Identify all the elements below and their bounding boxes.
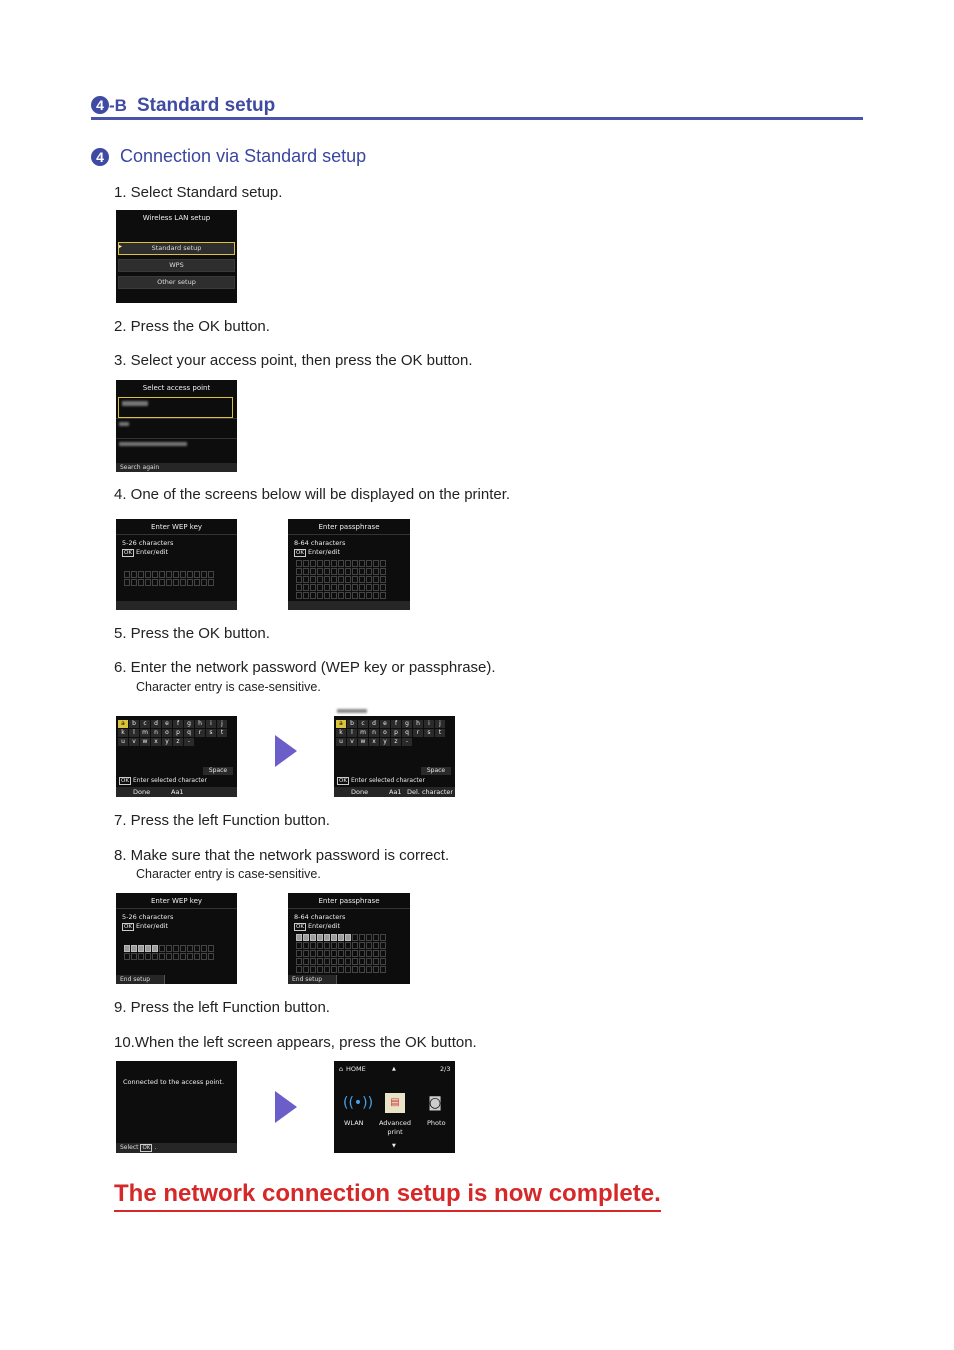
char-range: 8-64 characters (294, 539, 346, 547)
key: z (173, 738, 183, 746)
key: x (151, 738, 161, 746)
screen-keyboard-entered (334, 706, 455, 797)
ok-badge: OK (339, 778, 347, 784)
key: h (413, 720, 423, 728)
space-key: Space (421, 767, 451, 775)
key: d (369, 720, 379, 728)
option-wps: WPS (118, 259, 235, 272)
key: z (391, 738, 401, 746)
ok-badge: OK (124, 924, 132, 930)
key: h (195, 720, 205, 728)
key: v (129, 738, 139, 746)
key: q (402, 729, 412, 737)
home-title: HOME (346, 1065, 366, 1073)
photo-label: Photo (427, 1119, 446, 1127)
entry-field (116, 706, 237, 716)
enter-edit-label: Enter/edit (307, 922, 341, 930)
end-setup-label: End setup (116, 975, 165, 984)
done-label: Done (351, 788, 369, 796)
search-again-label: Search again (116, 463, 237, 472)
key: b (129, 720, 139, 728)
key: m (358, 729, 368, 737)
enter-edit-label: Enter/edit (307, 548, 341, 556)
key: r (413, 729, 423, 737)
del-char-label: Del. character (407, 788, 454, 796)
case-label: Aa1 (389, 788, 402, 796)
key: p (173, 729, 183, 737)
screen-title: Select access point (142, 384, 211, 392)
passphrase-grid (296, 934, 386, 973)
step-5: 5. Press the OK button. (114, 625, 270, 642)
key: q (184, 729, 194, 737)
screen-home (334, 1061, 455, 1153)
key: m (140, 729, 150, 737)
screen-title: Enter WEP key (150, 523, 203, 531)
blurred-ssid (119, 422, 129, 426)
char-range: 5-26 characters (122, 539, 174, 547)
key: o (380, 729, 390, 737)
screen-title: Wireless LAN setup (142, 214, 211, 222)
ok-badge: OK (142, 1145, 151, 1151)
key: f (391, 720, 401, 728)
key: x (369, 738, 379, 746)
key: c (358, 720, 368, 728)
passphrase-grid (296, 560, 386, 599)
connected-message: Connected to the access point. (123, 1078, 225, 1086)
key: g (402, 720, 412, 728)
advanced-print-icon: ▤ (385, 1093, 405, 1113)
entry-field (334, 706, 455, 716)
case-label: Aa1 (171, 788, 184, 796)
ok-badge: OK (296, 550, 304, 556)
key: f (173, 720, 183, 728)
step-8: 8. Make sure that the network password is correct. (114, 847, 450, 864)
key: w (358, 738, 368, 746)
screen-connected: Connected to the access point. Select OK . (116, 1061, 237, 1153)
key: o (162, 729, 172, 737)
keyboard (336, 720, 445, 746)
home-icon: ⌂ (339, 1065, 344, 1073)
char-range: 8-64 characters (294, 913, 346, 921)
step-6: 6. Enter the network password (WEP key or passphrase). (114, 659, 496, 676)
screen-title: Enter passphrase (318, 523, 380, 531)
end-setup-label: End setup (288, 975, 337, 984)
selection-arrow-icon: ▸ (119, 243, 123, 250)
step-9: 9. Press the left Function button. (114, 999, 330, 1016)
step-3: 3. Select your access point, then press the OK button. (114, 352, 473, 369)
key: c (140, 720, 150, 728)
done-label: Done (133, 788, 151, 796)
key: e (380, 720, 390, 728)
key: w (140, 738, 150, 746)
screen-enter-wep-key-filled (116, 893, 237, 984)
key: p (391, 729, 401, 737)
step-10: 10.When the left screen appears, press the OK button. (114, 1034, 477, 1051)
key: t (217, 729, 227, 737)
next-arrow-icon (275, 1091, 297, 1123)
subsection-header (91, 146, 366, 167)
key: k (336, 729, 346, 737)
key: k (118, 729, 128, 737)
keyboard (118, 720, 227, 746)
key: a (118, 720, 128, 728)
down-arrow-icon: ▼ (392, 1143, 396, 1149)
section-tag: -B (109, 96, 127, 115)
key: t (435, 729, 445, 737)
next-arrow-icon (275, 735, 297, 767)
key: g (184, 720, 194, 728)
access-point-selected (118, 397, 233, 418)
wep-key-grid (124, 945, 214, 960)
key: j (435, 720, 445, 728)
key: e (162, 720, 172, 728)
key: - (184, 738, 194, 746)
key: n (369, 729, 379, 737)
screen-wireless-lan-setup (116, 210, 237, 303)
wlan-icon: ((•)) (343, 1095, 374, 1111)
conclusion-heading: The network connection setup is now complete. (114, 1180, 661, 1212)
wep-key-grid (124, 571, 214, 586)
key: v (347, 738, 357, 746)
section-header (91, 95, 863, 120)
key: r (195, 729, 205, 737)
key: b (347, 720, 357, 728)
key: u (118, 738, 128, 746)
screen-enter-wep-key (116, 519, 237, 610)
char-range: 5-26 characters (122, 913, 174, 921)
key: i (206, 720, 216, 728)
camera-icon: ◙ (428, 1095, 442, 1111)
key: l (129, 729, 139, 737)
key: s (206, 729, 216, 737)
subsection-number-badge: 4 (91, 148, 109, 166)
ok-badge: OK (124, 550, 132, 556)
ok-badge: OK (296, 924, 304, 930)
step-2: 2. Press the OK button. (114, 318, 270, 335)
enter-edit-label: Enter/edit (135, 548, 169, 556)
option-other-setup: Other setup (118, 276, 235, 289)
ok-badge: OK (121, 778, 129, 784)
key: y (380, 738, 390, 746)
section-number-badge: 4 (91, 96, 109, 114)
blurred-ssid (119, 442, 187, 446)
step-1: 1. Select Standard setup. (114, 184, 283, 201)
screen-enter-passphrase-filled (288, 893, 410, 984)
key: s (424, 729, 434, 737)
section-title: Standard setup (136, 95, 276, 116)
select-label: Select (120, 1144, 139, 1151)
option-standard-setup: Standard setup (118, 242, 235, 255)
key: j (217, 720, 227, 728)
step-7: 7. Press the left Function button. (114, 812, 330, 829)
space-key: Space (203, 767, 233, 775)
wlan-label: WLAN (344, 1119, 364, 1127)
case-sensitive-note: Character entry is case-sensitive. (136, 867, 321, 881)
screen-keyboard-empty (116, 706, 237, 797)
key: u (336, 738, 346, 746)
enter-char-label: Enter selected character (350, 777, 425, 784)
screen-title: Enter WEP key (150, 897, 203, 905)
up-arrow-icon: ▲ (392, 1066, 396, 1072)
enter-edit-label: Enter/edit (135, 922, 169, 930)
key: i (424, 720, 434, 728)
screen-select-access-point (116, 380, 237, 472)
blurred-password (337, 709, 367, 713)
enter-char-label: Enter selected character (132, 777, 207, 784)
step-4: 4. One of the screens below will be displayed on the printer. (114, 486, 511, 503)
key: d (151, 720, 161, 728)
case-sensitive-note: Character entry is case-sensitive. (136, 680, 321, 694)
key: a (336, 720, 346, 728)
key: l (347, 729, 357, 737)
screen-enter-passphrase (288, 519, 410, 610)
subsection-title: Connection via Standard setup (120, 146, 367, 166)
key: - (402, 738, 412, 746)
advanced-print-label: Advanced print (378, 1119, 412, 1136)
key: n (151, 729, 161, 737)
blurred-ssid (122, 401, 148, 406)
screen-title: Enter passphrase (318, 897, 380, 905)
page-indicator: 2/3 (440, 1065, 451, 1073)
key: y (162, 738, 172, 746)
